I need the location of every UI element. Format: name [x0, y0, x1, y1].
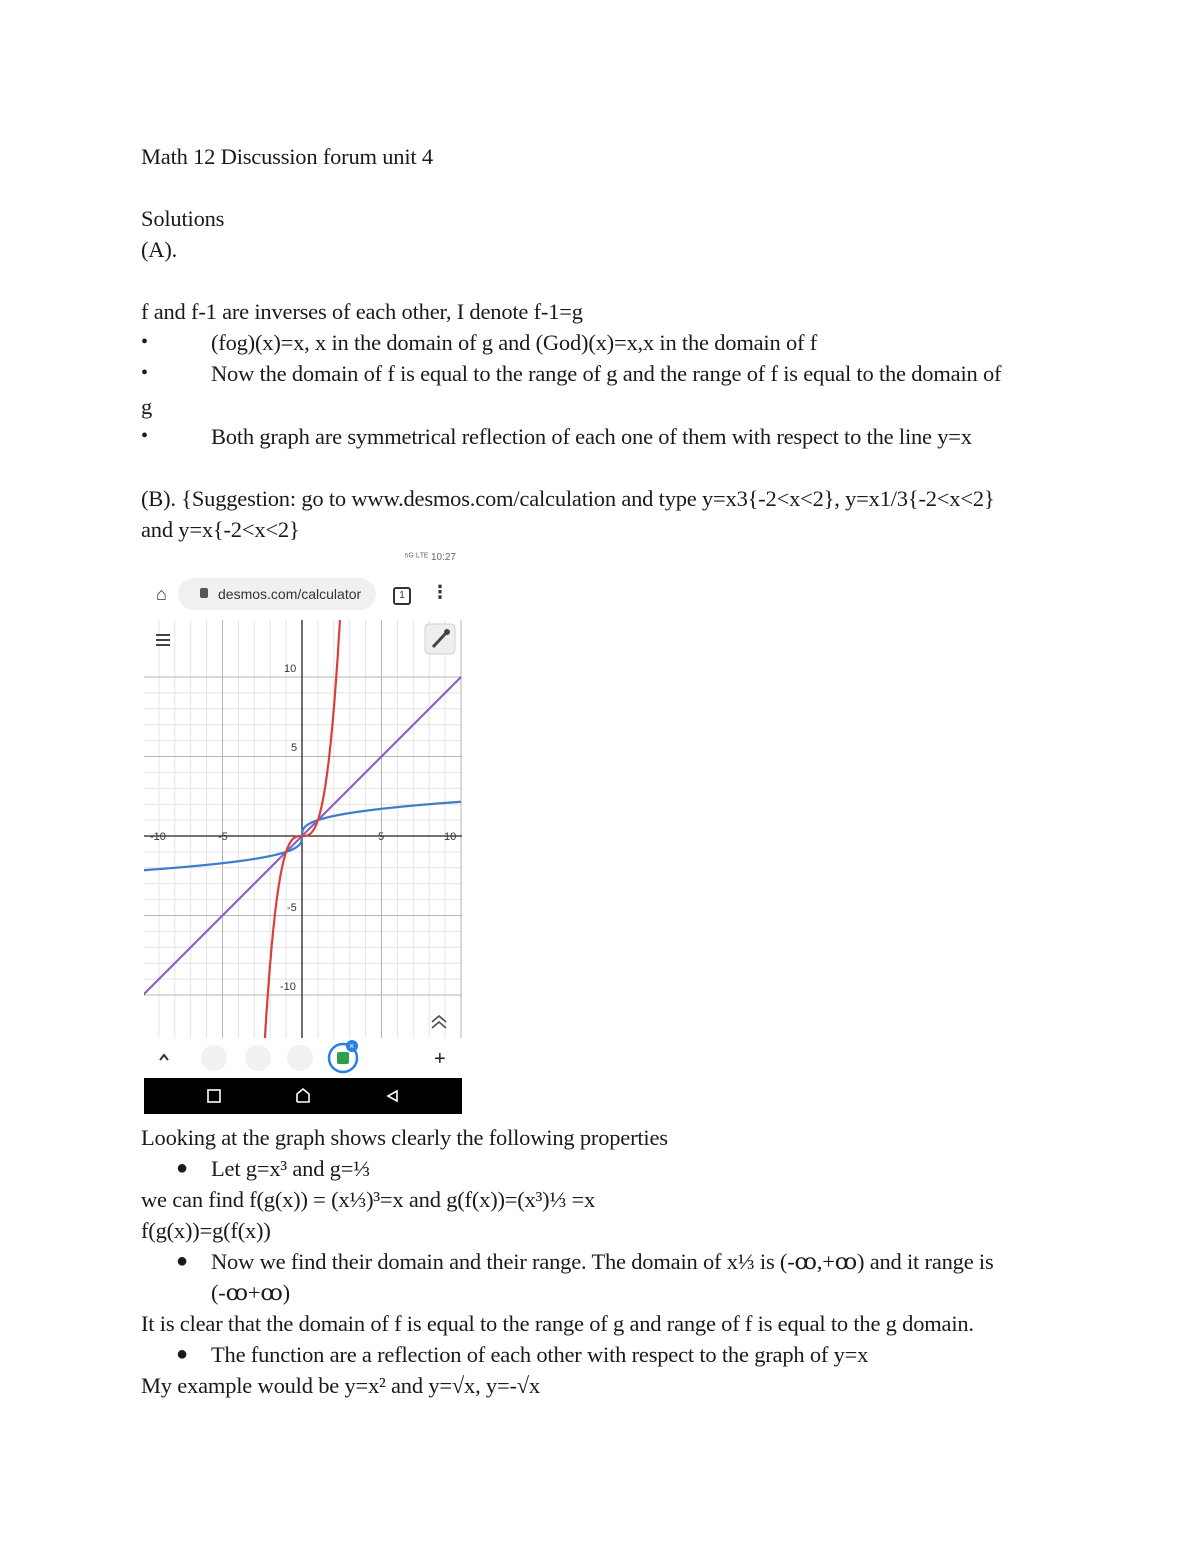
- bullet-marker: ●: [176, 1250, 189, 1272]
- conclusion-line-3: It is clear that the domain of f is equal to the range of g and range of f is equal to the g domain.: [141, 1311, 974, 1336]
- conclusion-line-1: we can find f(g(x)) = (x⅓)³=x and g(f(x))=(x³)⅓ =x: [141, 1187, 596, 1212]
- nav-home-icon: [297, 1089, 309, 1102]
- part-a-label: (A).: [141, 237, 178, 262]
- conclusion-bullet-1: Let g=x³ and g=⅓: [211, 1156, 370, 1181]
- y-tick-label: 10: [284, 663, 297, 675]
- expression-chip-icon: [287, 1045, 313, 1071]
- part-a-bullet-2-wrap: g: [141, 394, 153, 419]
- x-tick-label: -10: [150, 831, 166, 843]
- conclusion-intro: Looking at the graph shows clearly the following properties: [141, 1125, 668, 1150]
- part-b-line-2: and y=x{-2<x<2}: [141, 517, 300, 542]
- part-a-bullet-3: Both graph are symmetrical reflection of each one of them with respect to the line y=x: [211, 424, 972, 449]
- wrench-icon: [425, 624, 455, 654]
- x-tick-label: -5: [218, 831, 228, 843]
- tab-count-icon: 1: [393, 587, 411, 605]
- kebab-menu-icon: ⋮: [431, 582, 449, 602]
- expression-list-icon: [156, 634, 170, 646]
- y-tick-label: 5: [291, 742, 298, 754]
- bullet-marker: •: [141, 331, 149, 353]
- part-a-bullet-2: Now the domain of f is equal to the range of g and the range of f is equal to the domain of: [211, 361, 1002, 386]
- part-b-line-1: (B). {Suggestion: go to www.desmos.com/calculation and type y=x3{-2<x<2}, y=x1/3{-2<x<2}: [141, 486, 995, 511]
- conclusion-line-4: My example would be y=x² and y=√x, y=-√x: [141, 1373, 540, 1398]
- x-tick-label: 5: [378, 831, 385, 843]
- x-tick-label: 10: [444, 831, 457, 843]
- back-icon: [388, 1091, 397, 1101]
- graph-canvas: [144, 620, 462, 1038]
- lock-icon: [200, 588, 208, 598]
- chevron-up-icon: [160, 1055, 168, 1060]
- solutions-heading: Solutions: [141, 206, 225, 231]
- status-bar: ⁵ᴳ ᴸᵀᴱ 10:27: [404, 552, 456, 563]
- expression-chip-icon: [201, 1045, 227, 1071]
- conclusion-bullet-2-wrap: (-ꝏ+ꝏ): [211, 1280, 290, 1305]
- y-tick-label: -10: [280, 981, 296, 993]
- bullet-marker: ●: [176, 1343, 189, 1365]
- bullet-marker: •: [141, 425, 149, 447]
- document-title: Math 12 Discussion forum unit 4: [141, 144, 433, 169]
- part-a-bullet-1: (fog)(x)=x, x in the domain of g and (God)(x)=x,x in the domain of f: [211, 330, 818, 355]
- svg-text:×: ×: [349, 1041, 355, 1051]
- android-nav-bar: [144, 1078, 462, 1114]
- conclusion-bullet-2: Now we find their domain and their range. The domain of x⅓ is (-ꝏ,+ꝏ) and it range is: [211, 1249, 994, 1274]
- y-tick-label: -5: [287, 902, 297, 914]
- conclusion-line-2: f(g(x))=g(f(x)): [141, 1218, 271, 1243]
- url-text: desmos.com/calculator: [218, 586, 362, 602]
- desmos-screenshot: [144, 548, 462, 1114]
- recents-icon: [208, 1090, 220, 1102]
- conclusion-bullet-3: The function are a reflection of each other with respect to the graph of y=x: [211, 1342, 869, 1367]
- home-icon: ⌂: [156, 584, 167, 604]
- add-expression-icon: +: [434, 1048, 446, 1070]
- bullet-marker: •: [141, 362, 149, 384]
- expression-chip-icon: [245, 1045, 271, 1071]
- expression-toolbar: [144, 1038, 462, 1078]
- bullet-marker: ●: [176, 1157, 189, 1179]
- part-a-intro: f and f-1 are inverses of each other, I denote f-1=g: [141, 299, 583, 324]
